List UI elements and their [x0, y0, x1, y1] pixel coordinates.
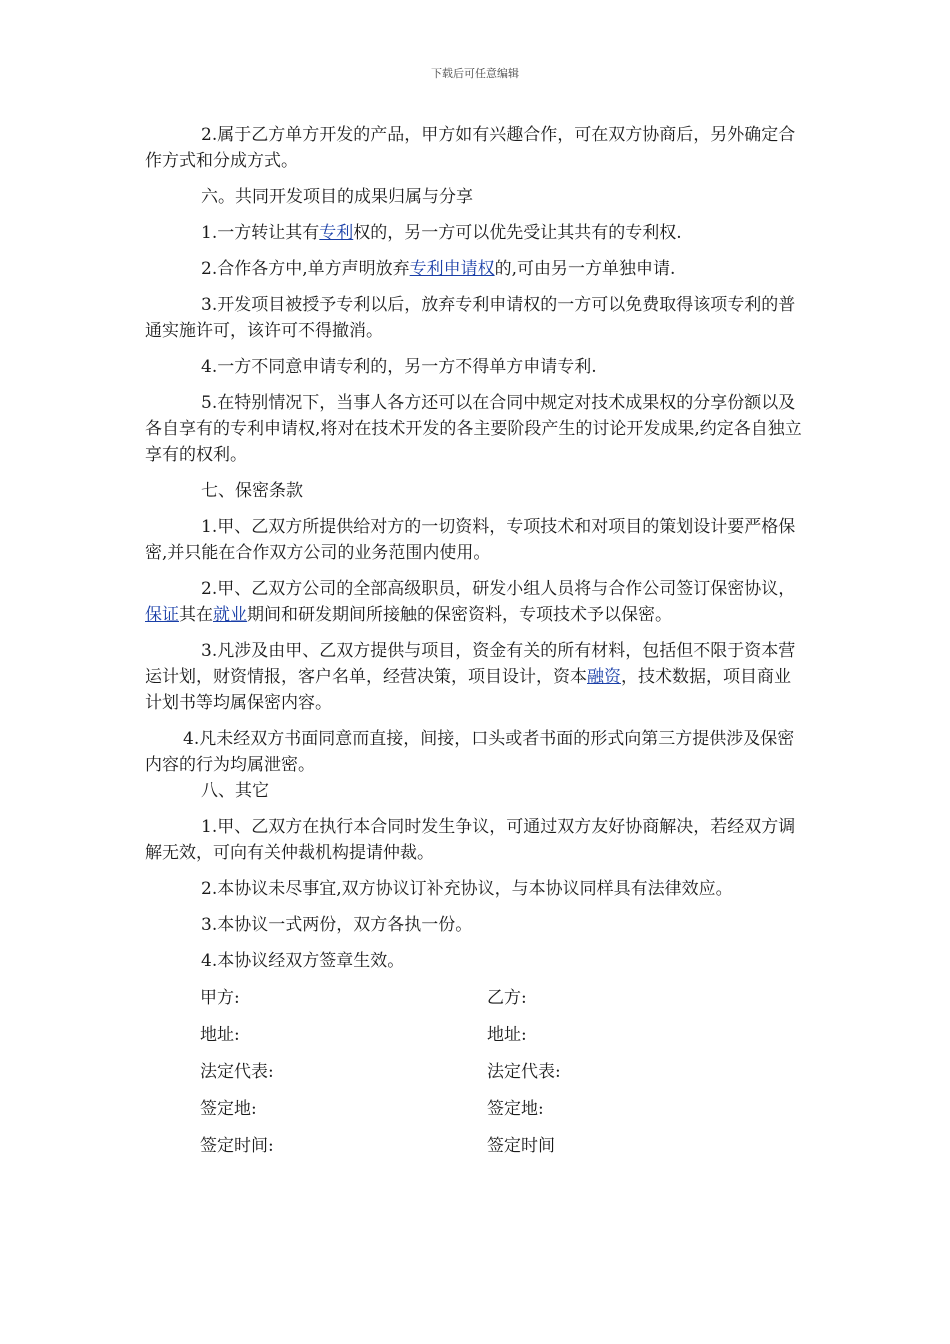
section-7-heading: 七、保密条款 — [201, 481, 303, 501]
party-a-label: 甲方: — [200, 988, 240, 1008]
party-a-signing-time-label: 签定时间: — [200, 1136, 274, 1156]
clause-7-2-text-b: 其在 — [179, 605, 213, 625]
guarantee-link[interactable]: 保证 — [145, 605, 179, 625]
clause-6-3: 3.开发项目被授予专利以后，放弃专利申请权的一方可以免费取得该项专利的普通实施许可，该许可不得撤消。 — [145, 295, 796, 341]
clause-6-2-text-b: 的,可由另一方单独申请. — [494, 259, 676, 279]
clause-6-4: 4.一方不同意申请专利的，另一方不得单方申请专利. — [201, 357, 597, 377]
party-b-label: 乙方: — [487, 988, 527, 1008]
clause-7-1: 1.甲、乙双方所提供给对方的一切资料，专项技术和对项目的策划设计要严格保密,并只能在合作双方公司的业务范围内使用。 — [145, 517, 796, 563]
document-body — [145, 122, 805, 984]
party-a-representative-label: 法定代表: — [200, 1062, 274, 1082]
page-header: 下载后可任意编辑 — [431, 67, 519, 80]
party-b-address-label: 地址: — [487, 1025, 527, 1045]
clause-7-4: 4.凡未经双方书面同意而直接，间接，口头或者书面的形式向第三方提供涉及保密内容的行为均属泄密。 — [145, 729, 795, 775]
signature-row-representative — [200, 1059, 760, 1096]
clause-6-5: 5.在特别情况下，当事人各方还可以在合同中规定对技术成果权的分享份额以及各自享有的专利申请权,将对在技术开发的各主要阶段产生的讨论开发成果,约定各自独立享有的权利。 — [145, 393, 802, 465]
signature-row-address — [200, 1022, 760, 1059]
financing-link[interactable]: 融资 — [587, 667, 621, 687]
section-8-heading: 八、其它 — [201, 781, 269, 801]
signature-row-party — [200, 985, 760, 1022]
clause-7-2-text-a: 2.甲、乙双方公司的全部高级职员，研发小组人员将与合作公司签订保密协议， — [201, 579, 796, 599]
section-6-heading: 六。共同开发项目的成果归属与分享 — [201, 187, 473, 207]
clause-6-2 — [145, 256, 805, 282]
patent-link[interactable]: 专利 — [319, 223, 354, 243]
clause-8-2: 2.本协议未尽事宜,双方协议订补充协议，与本协议同样具有法律效应。 — [201, 879, 733, 899]
party-a-signing-place-label: 签定地: — [200, 1099, 257, 1119]
clause-8-4: 4.本协议经双方签章生效。 — [201, 951, 405, 971]
clause-6-1-text-a: 1.一方转让其有 — [201, 223, 320, 243]
clause-7-2-text-c: 期间和研发期间所接触的保密资料，专项技术予以保密。 — [247, 605, 672, 625]
clause-7-3-text-a: 3.凡涉及由甲、乙双方提供与项目，资金有关的所有材料，包括但不限于资本营运计划，财资情报，客户名单，经营决策，项目设计，资本 — [145, 641, 796, 687]
clause-6-2-text-a: 2.合作各方中,单方声明放弃 — [201, 259, 410, 279]
clause-7-3-text-b: ，技术数据，项目商业计划书等均属保密内容。 — [145, 667, 791, 713]
employment-link[interactable]: 就业 — [213, 605, 247, 625]
clause-6-1 — [145, 220, 805, 246]
clause-7-2 — [145, 576, 805, 628]
party-b-signing-time-label: 签定时间 — [487, 1136, 555, 1156]
signature-row-place — [200, 1096, 760, 1133]
party-b-representative-label: 法定代表: — [487, 1062, 561, 1082]
clause-6-1-text-b: 权的，另一方可以优先受让其共有的专利权. — [353, 223, 682, 243]
party-b-signing-place-label: 签定地: — [487, 1099, 544, 1119]
signature-block — [200, 985, 760, 1170]
signature-row-time — [200, 1133, 760, 1170]
patent-application-right-link[interactable]: 专利申请权 — [409, 259, 495, 279]
clause-8-1: 1.甲、乙双方在执行本合同时发生争议，可通过双方友好协商解决，若经双方调解无效，可向有关仲裁机构提请仲裁。 — [145, 817, 796, 863]
party-a-address-label: 地址: — [200, 1025, 240, 1045]
clause-5-2: 2.属于乙方单方开发的产品，甲方如有兴趣合作，可在双方协商后，另外确定合作方式和分成方式。 — [145, 125, 796, 171]
clause-8-3: 3.本协议一式两份，双方各执一份。 — [201, 915, 473, 935]
clause-7-3 — [145, 638, 805, 716]
